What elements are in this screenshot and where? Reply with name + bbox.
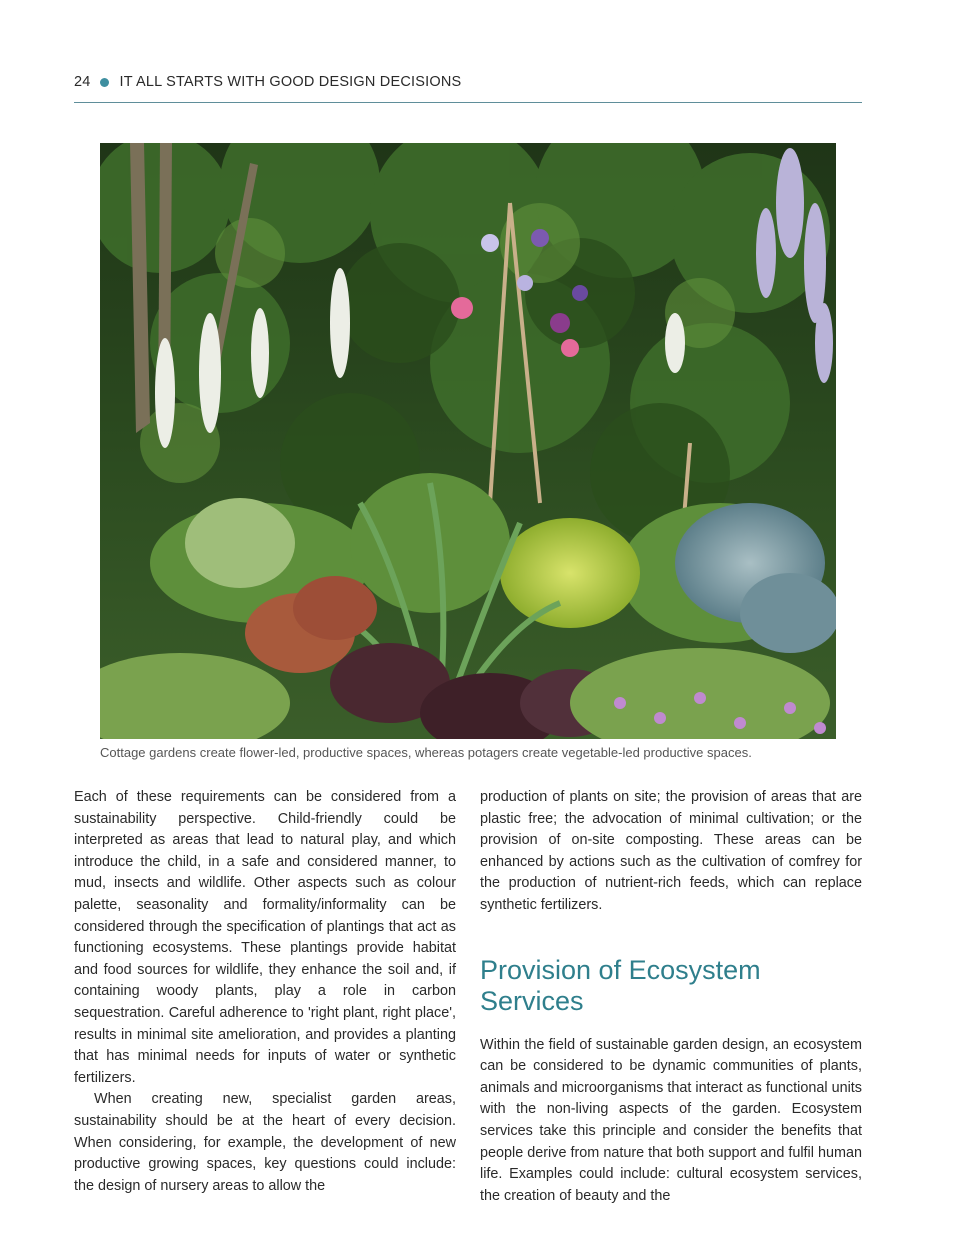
body-paragraph: When creating new, specialist garden areas, sustainability should be at the heart of every decision. When considering, for example, the development of new productive growing spaces, key questions could include: the design of nursery areas to allow the <box>74 1091 456 1194</box>
body-paragraph: Within the field of sustainable garden design, an ecosystem can be considered to be dynamic communities of plants, animals and microorganisms that interact as functional units with the non-living aspects of the garden. Ecosystem services take this principle and consider the benefits that people derive from nature that both support and fulfil human life. Examples could include: cultural ecosystem services, the creation of beauty and the <box>480 1036 862 1204</box>
running-head <box>74 74 862 90</box>
body-paragraph: Each of these requirements can be considered from a sustainability perspective. Child-friendly could be interpreted as areas that lead to natural play, and which introduce the child, in a safe and considered manner, to mud, insects and wildlife. Other aspects such as colour palette, seasonality and formality/informality can be considered through the specification of plantings that act as functioning ecosystems. These plantings provide habitat and food sources for wildlife, they enhance the soil and, if containing woody plants, play a role in carbon sequestration. Careful adherence to 'right plant, right place', results in minimal site amelioration, and provides a planting that has minimal needs for inputs of water or synthetic fertilizers. <box>74 789 456 1086</box>
section-heading: Provision of Ecosystem Services <box>480 954 761 1016</box>
bullet-dot-icon <box>100 78 109 87</box>
chapter-title: IT ALL STARTS WITH GOOD DESIGN DECISIONS <box>119 74 462 90</box>
header-divider <box>74 102 862 103</box>
figure-caption: Cottage gardens create flower-led, productive spaces, whereas potagers create vegetable-led productive spaces. <box>100 745 752 760</box>
garden-photo <box>100 143 836 739</box>
right-column <box>480 787 862 1207</box>
left-column <box>74 787 456 1197</box>
page-number: 24 <box>74 74 91 90</box>
garden-illustration <box>100 143 836 739</box>
body-paragraph: production of plants on site; the provision of areas that are plastic free; the advocation of minimal cultivation; or the provision of on-site composting. These areas can be enhanced by actions such as the cultivation of comfrey for the production of nutrient-rich feeds, which can replace synthetic fertilizers. <box>480 789 862 913</box>
